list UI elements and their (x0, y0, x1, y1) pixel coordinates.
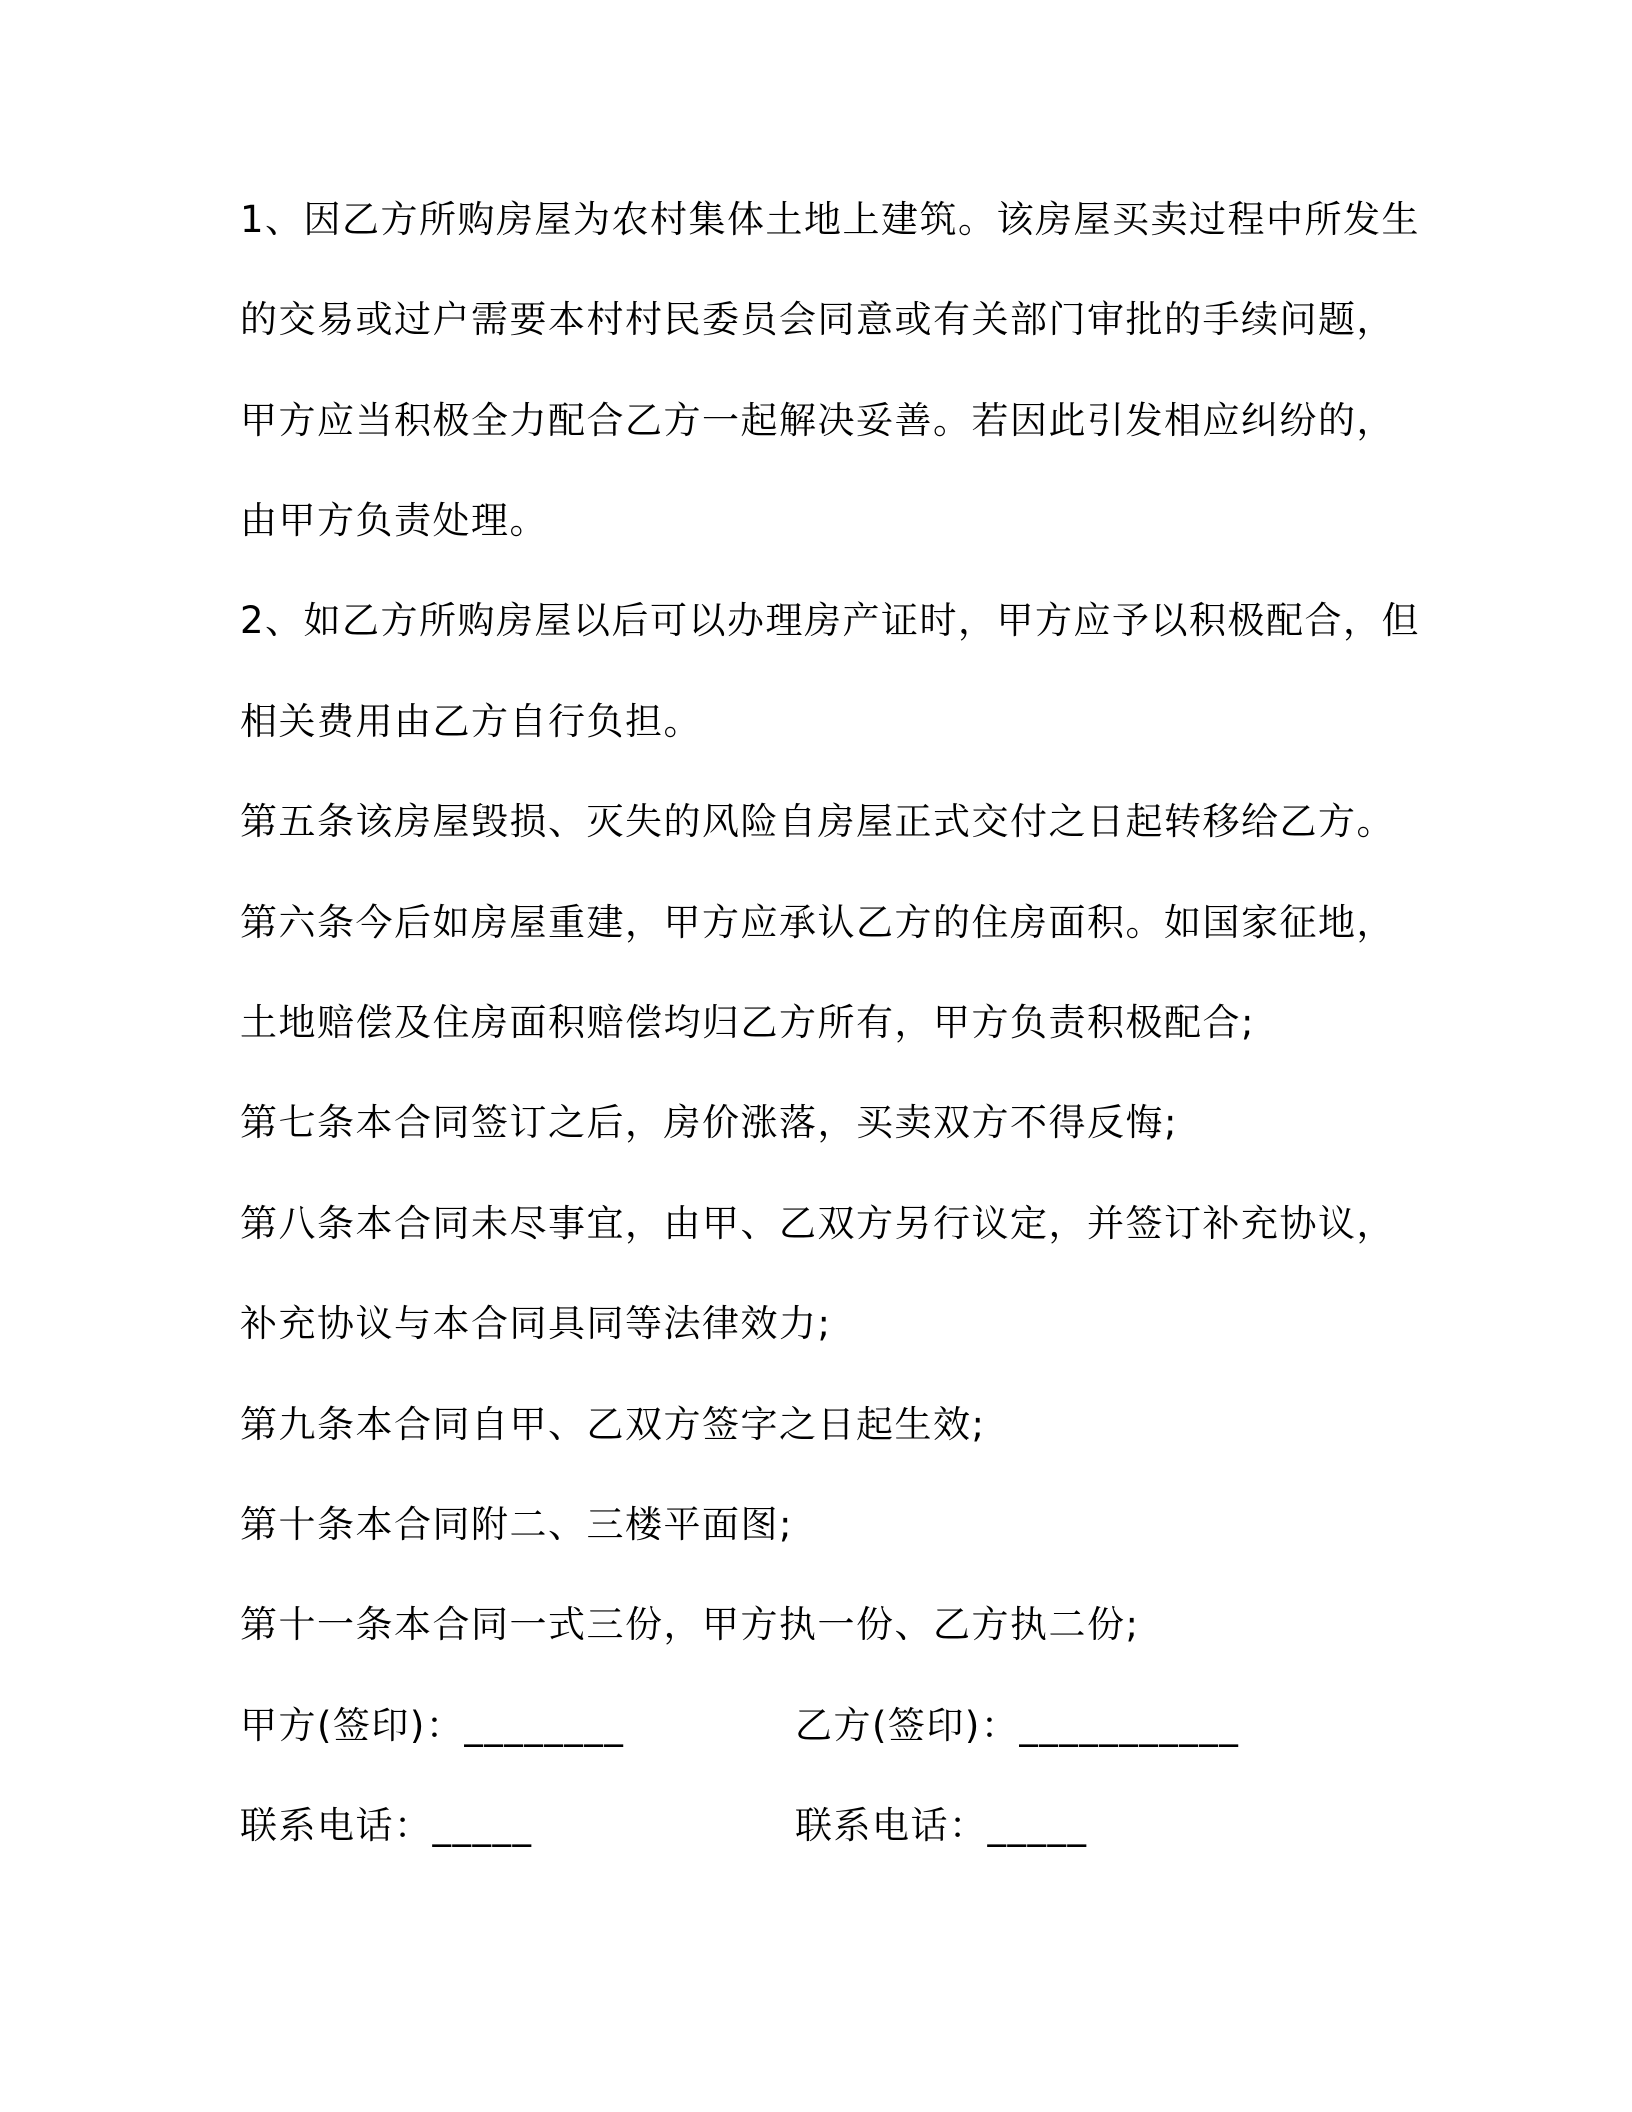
paragraph-line: 补充协议与本合同具同等法律效力; (240, 1302, 832, 1345)
party-a-seal-field: 甲方(签印)：________ (240, 1704, 625, 1747)
paragraph-line: 第六条今后如房屋重建，甲方应承认乙方的住房面积。如国家征地， (240, 901, 1395, 944)
paragraph-line: 由甲方负责处理。 (240, 499, 548, 542)
paragraph-line: 第十条本合同附二、三楼平面图; (240, 1503, 793, 1546)
paragraph-line: 甲方应当积极全力配合乙方一起解决妥善。若因此引发相应纠纷的， (240, 399, 1395, 442)
paragraph-line: 的交易或过户需要本村村民委员会同意或有关部门审批的手续问题， (240, 298, 1395, 341)
paragraph-line: 第十一条本合同一式三份，甲方执一份、乙方执二份; (240, 1603, 1140, 1646)
paragraph-line: 1、因乙方所购房屋为农村集体土地上建筑。该房屋买卖过程中所发生 (240, 198, 1421, 241)
paragraph-line: 相关费用由乙方自行负担。 (240, 700, 702, 743)
paragraph-line: 第七条本合同签订之后，房价涨落，买卖双方不得反悔; (240, 1101, 1178, 1144)
party-a-phone-field: 联系电话：_____ (240, 1804, 533, 1847)
paragraph-line: 土地赔偿及住房面积赔偿均归乙方所有，甲方负责积极配合; (240, 1001, 1255, 1044)
paragraph-line: 2、如乙方所购房屋以后可以办理房产证时，甲方应予以积极配合，但 (240, 599, 1421, 642)
paragraph-line: 第八条本合同未尽事宜，由甲、乙双方另行议定，并签订补充协议， (240, 1202, 1395, 1245)
party-b-seal-field: 乙方(签印)：___________ (795, 1704, 1240, 1747)
paragraph-line: 第九条本合同自甲、乙双方签字之日起生效; (240, 1403, 986, 1446)
party-b-phone-field: 联系电话：_____ (795, 1804, 1088, 1847)
paragraph-line: 第五条该房屋毁损、灭失的风险自房屋正式交付之日起转移给乙方。 (240, 800, 1395, 843)
